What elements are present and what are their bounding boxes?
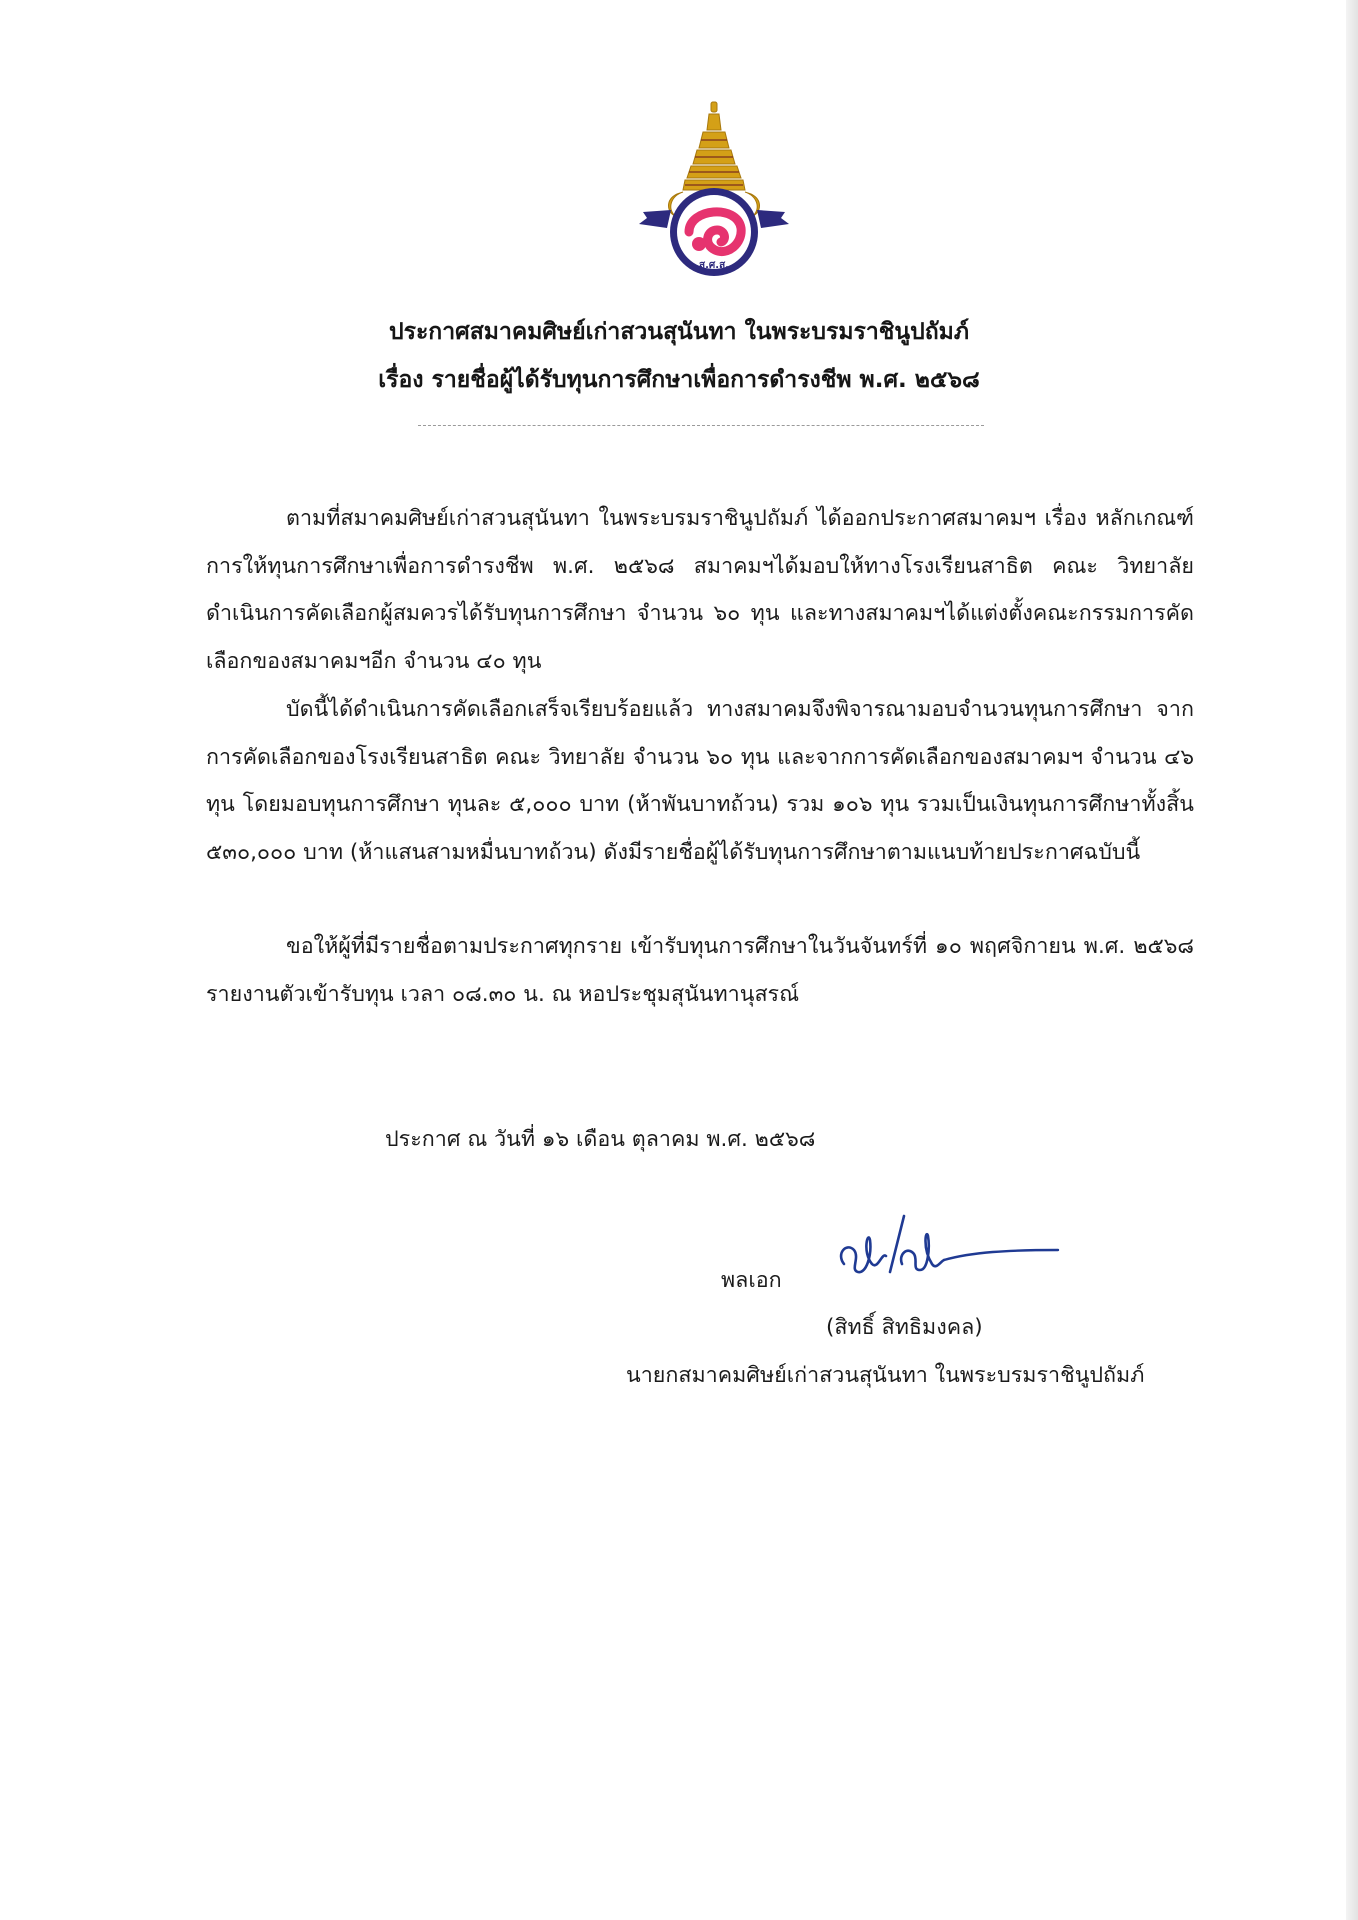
announcement-title: ประกาศสมาคมศิษย์เก่าสวนสุนันทา ในพระบรมราชินูปถัมภ์	[389, 319, 969, 345]
signer-position: นายกสมาคมศิษย์เก่าสวนสุนันทา ในพระบรมราชินูปถัมภ์	[626, 1363, 1145, 1388]
announcement-subject: เรื่อง รายชื่อผู้ได้รับทุนการศึกษาเพื่อการดำรงชีพ พ.ศ. ๒๕๖๘	[378, 367, 980, 393]
handwritten-signature-icon	[832, 1212, 1064, 1288]
body-paragraph-3: ขอให้ผู้ที่มีรายชื่อตามประกาศทุกราย เข้ารับทุนการศึกษาในวันจันทร์ที่ ๑๐ พฤศจิกายน พ.ศ. ๒๕๖๘ รายงานตัวเข้ารับทุน เวลา ๐๘.๓๐ น. ณ หอประชุมสุนันทานุสรณ์	[206, 934, 1194, 1007]
association-crest-icon	[637, 100, 791, 290]
page-edge-shadow	[1346, 0, 1358, 1920]
signer-rank: พลเอก	[721, 1268, 782, 1293]
signer-name: (สิทธิ์ สิทธิมงคล)	[826, 1315, 983, 1340]
separator-rule	[418, 425, 984, 426]
svg-text:ส.ศ.ส.: ส.ศ.ส.	[699, 260, 729, 271]
body-paragraph-1: ตามที่สมาคมศิษย์เก่าสวนสุนันทา ในพระบรมราชินูปถัมภ์ ได้ออกประกาศสมาคมฯ เรื่อง หลักเกณฑ์ การให้ทุนการศึกษาเพื่อการดำรงชีพ พ.ศ. ๒๕๖๘ สมาคมฯได้มอบให้ทางโรงเรียนสาธิต คณะ วิทยาลัย ดำเนินการคัดเลือกผู้สมควรได้รับทุนการศึกษา จำนวน ๖๐ ทุน และทางสมาคมฯได้แต่งตั้งคณะกรรมการคัดเลือกของสมาคมฯอีก จำนวน ๔๐ ทุน	[206, 506, 1194, 674]
body-paragraph-2: บัดนี้ได้ดำเนินการคัดเลือกเสร็จเรียบร้อยแล้ว ทางสมาคมจึงพิจารณามอบจำนวนทุนการศึกษา จากการคัดเลือกของโรงเรียนสาธิต คณะ วิทยาลัย จำนวน ๖๐ ทุน และจากการคัดเลือกของสมาคมฯ จำนวน ๔๖ ทุน โดยมอบทุนการศึกษา ทุนละ ๕,๐๐๐ บาท (ห้าพันบาทถ้วน) รวม ๑๐๖ ทุน รวมเป็นเงินทุนการศึกษาทั้งสิ้น ๕๓๐,๐๐๐ บาท (ห้าแสนสามหมื่นบาทถ้วน) ดังมีรายชื่อผู้ได้รับทุนการศึกษาตามแนบท้ายประกาศฉบับนี้	[206, 697, 1194, 865]
announcement-date: ประกาศ ณ วันที่ ๑๖ เดือน ตุลาคม พ.ศ. ๒๕๖๘	[385, 1127, 816, 1152]
